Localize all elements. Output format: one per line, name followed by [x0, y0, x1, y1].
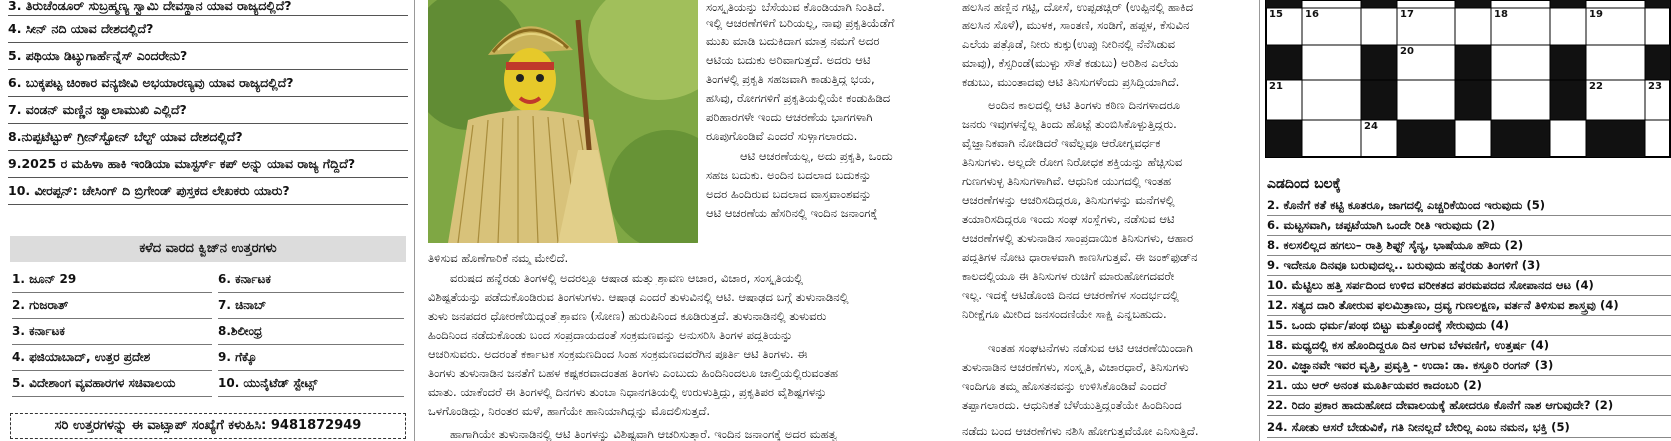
- grid-number: 21: [1269, 81, 1283, 92]
- article-line: ಇಂತಹ ಸಂಘಟನೆಗಳು ನಡೆಸುವ ಆಟಿ ಆಚರಣೆಯಿಂದಾಗಿ: [988, 341, 1193, 355]
- quiz-question: 9.2025 ರ ಮಹಿಳಾ ಹಾಕಿ ಇಂಡಿಯಾ ಮಾಸ್ಟರ್ಸ್ ಕಪ್ ಅನ್ನು ಯಾವ ರಾಜ್ಯ ಗೆದ್ದಿದೆ?: [8, 151, 408, 178]
- answer-item: 10. ಯುನೈಟೆಡ್ ಸ್ಟೇಟ್ಸ್: [218, 370, 404, 397]
- article-line: ಆಟಿಯ ಬದುಕು ಅರಿವಾಗುತ್ತದೆ. ಅದರು ಆಟಿ: [706, 53, 871, 67]
- grid-number: 23: [1648, 81, 1662, 92]
- article-line: ಎಲೆಯ ಪತ್ರೊಡೆ, ನೀರು ಕುಕ್ಕು(ಉಪ್ಪು ನೀರಿನಲ್ಲಿ ನೆನೆಸಿಡುವ: [962, 37, 1176, 51]
- answer-item: 6. ಕರ್ನಾಟಕ: [218, 266, 404, 293]
- article-line: ಹಲಸಿನ ಹಣ್ಣಿನ ಗಟ್ಟಿ, ದೋಸೆ, ಉಪ್ಪಡಚ್ಚಿರ್ (ಉಪ್ಪಿನಲ್ಲಿ ಹಾಕಿದ: [962, 0, 1194, 14]
- answer-item: 8.ಶಿಲೀಂಧ್ರ: [218, 318, 404, 345]
- answer-item: 3. ಕರ್ನಾಟಕ: [12, 318, 212, 345]
- crossword-clue: 20. ವಿಜ್ಞಾನವೇ ಇವರ ವೃತ್ತಿ, ಪ್ರವೃತ್ತಿ - ಉದಾ: ಡಾ. ಕಸ್ತೂರಿ ರಂಗನ್ (3): [1267, 356, 1671, 376]
- quiz-question: 10. ವೀರಪ್ಪನ್: ಚೇಸಿಂಗ್ ದಿ ಬ್ರಿಗೇಂಡ್ ಪುಸ್ತಕದ ಲೇಖಕರು ಯಾರು?: [8, 178, 408, 205]
- answer-item: 9. ಗೆಕ್ಕೊ: [218, 344, 404, 371]
- crossword-clue: 9. ಇದೇನೂ ದಿನವೂ ಬರುವುದಲ್ಲ.. ಬರುವುದು ಹನ್ನೆರಡು ತಿಂಗಳಿಗೆ (3): [1267, 256, 1671, 276]
- crossword-clue: 18. ಮಧ್ಯದಲ್ಲಿ ಕಸ ಹೊಂದಿದ್ದರೂ ದಿನ ಆಗುವ ಬೆಳವಣಿಗೆ, ಉತ್ತರ್ಷ (4): [1267, 336, 1671, 356]
- grid-number: 17: [1400, 9, 1414, 20]
- article-line: ರೂಪುಗೊಂಡಿವೆ ಎಂದರೆ ಸುಳ್ಳಾಗಲಾರದು.: [706, 129, 858, 143]
- answer-item: 4. ಫಜಿಯಾಬಾದ್, ಉತ್ತರ ಪ್ರದೇಶ: [12, 344, 212, 371]
- quiz-question: 6. ಬುಕ್ಕಪಟ್ಟ ಚಿಂಕಾರ ವನ್ಯಜೀವಿ ಅಭಯಾರಣ್ಯವು ಯಾವ ರಾಜ್ಯದಲ್ಲಿದೆ?: [8, 70, 408, 97]
- article-line: ವಿಶಿಷ್ಟತೆಯನ್ನು ಪಡೆದುಕೊಂಡಿರುವ ತಿಂಗಳುಗಳು. ಆಷಾಢ ಎಂದರೆ ತುಳುವಿನಲ್ಲಿ ಆಟಿ. ಆಷಾಢದ ಬಗ್ಗೆ ತುಳುನಾಡಿನಲ್ಲಿ: [428, 290, 849, 304]
- crossword-clue: 21. ಯು ಆರ್ ಅನಂತ ಮೂರ್ತಿಯವರ ಕಾದಂಬರಿ (2): [1267, 376, 1671, 396]
- article-line: ಆಚರಣೆಗಳಲ್ಲಿ ತುಳುನಾಡಿನ ಸಾಂಪ್ರದಾಯಿಕ ತಿನಿಸುಗಳು, ಆಹಾರ: [962, 231, 1194, 245]
- quiz-question: 5. ಪಥಿಯಾ ಡಿಟ್ಯುಗಾರ್ಹೆನ್ನೆಸ್ ಎಂದರೇನು?: [8, 43, 408, 70]
- crossword-clue: 6. ಮಟ್ಟಸವಾಗಿ, ಚಪ್ಪಟೆಯಾಗಿ ಒಂದೇ ರೀತಿ ಇರುವುದು (2): [1267, 216, 1671, 236]
- article-line: ತಿನಿಸುಗಳು. ಅಲ್ಲದೇ ರೋಗ ನಿರೋಧಕ ಶಕ್ತಿಯನ್ನು ಹೆಚ್ಚಿಸುವ: [962, 155, 1183, 169]
- article-line: ಹಸಿವು, ರೋಗಗಳಿಗೆ ಪ್ರಕೃತಿಯಲ್ಲಿಯೇ ಕಂಡುಹಿಡಿದ: [706, 91, 891, 105]
- quiz-question: 4. ಸೀನ್ ನದಿ ಯಾವ ದೇಶದಲ್ಲಿದೆ?: [8, 16, 408, 43]
- whatsapp-cta: ಸರಿ ಉತ್ತರಗಳನ್ನು ಈ ವಾಟ್ಸಾಪ್ ಸಂಖ್ಯೆಗೆ ಕಳುಹಿಸಿ: 9481872949: [10, 413, 406, 439]
- crossword-clue: 15. ಒಂದು ಧರ್ಮ/ಪಂಥ ಬಿಟ್ಟು ಮತ್ತೊಂದಕ್ಕೆ ಸೇರುವುದು (4): [1267, 316, 1671, 336]
- grid-number: 15: [1269, 9, 1283, 20]
- article-line: ಹಾಗಾಗಿಯೇ ತುಳುನಾಡಿನಲ್ಲಿ ಆಟಿ ತಿಂಗಳನ್ನು ವಿಶಿಷ್ಟವಾಗಿ ಆಚರಿಸುತ್ತಾರೆ. ಇಂದಿನ ಜನಾಂಗಕ್ಕೆ ಅದರ ಮಹತ್ವ: [450, 427, 837, 441]
- performer-photo: [428, 0, 698, 243]
- article-line: ಸಹಜ ಬದುಕು. ಅಂದಿನ ಬದಲಾದ ಬದುಕನ್ನು: [706, 168, 872, 182]
- article-line: ತುಳು ಜನಪದರ ಧೋರಣೆಯಿದ್ದಂತೆ ಶ್ರಾವಣ (ಸೋಣ) ಹುರುಪಿನಿಂದ ಕೂಡಿರುತ್ತದೆ. ತುಳುನಾಡಿನಲ್ಲಿ ತುಳುವರು: [428, 309, 827, 323]
- grid-number: 22: [1589, 81, 1603, 92]
- answer-item: 2. ಗುಜರಾತ್: [12, 292, 212, 319]
- article-line: ಗುಣಗಳುಳ್ಳ ತಿನಿಸುಗಳಾಗಿವೆ. ಆಧುನಿಕ ಯುಗದಲ್ಲಿ ಇಂತಹ: [962, 174, 1172, 188]
- answer-item: 5. ವಿದೇಶಾಂಗ ವ್ಯವಹಾರಗಳ ಸಚಿವಾಲಯ: [12, 370, 212, 397]
- grid-number: 16: [1305, 9, 1319, 20]
- answer-item: 1. ಜೂನ್ 29: [12, 266, 212, 293]
- article-line: ವೈಜ್ಞಾನಿಕವಾಗಿ ನೋಡಿದರೆ ಇವೆಲ್ಲವೂ ಆರೋಗ್ಯವರ್ಧಕ: [962, 136, 1161, 150]
- article-line: ಸಂಸ್ಕೃತಿಯನ್ನು ಬೆಸೆಯುವ ಕೊಂಡಿಯಾಗಿ ನಿಂತಿದೆ.: [706, 0, 885, 14]
- article-line: ಪದ್ಧತಿಗಳ ನೋಟ ಧಾರಾಳವಾಗಿ ಕಾಣಸಿಗುತ್ತವೆ. ಈ ಜಂಕ್‌ಫುಡ್‌ನ: [962, 250, 1198, 264]
- article-line: ತುಳುನಾಡಿನ ಆಚರಣೆಗಳು, ಸಂಸ್ಕೃತಿ, ವಿಚಾರಧಾರೆ, ತಿನಿಸುಗಳು: [962, 360, 1189, 374]
- crossword-svg: [1265, 0, 1671, 158]
- article-line: ಆಚರಿಸುವರು. ಅದರಂತೆ ಕರ್ಕಾಟಕ ಸಂಕ್ರಮಣದಿಂದ ಸಿಂಹ ಸಂಕ್ರಮಣದವರೆಗಿನ ಪೂರ್ತಿ ಆಟಿ ತಿಂಗಳು. ಈ: [428, 347, 808, 361]
- article-line: ಮುಖ ಮಾಡಿ ಬದುಕಿದಾಗ ಮಾತ್ರ ನಮಗೆ ಅದರ: [706, 34, 880, 48]
- column-divider: [414, 0, 415, 441]
- grid-number: 19: [1589, 9, 1603, 20]
- performer-illustration: [428, 0, 698, 243]
- article-line: ಹಲಸಿನ ಸೊಳೆ), ಮುಳಕ, ಸಾಂತಣಿ, ಸಂಡಿಗೆ, ಹಪ್ಪಳ, ಕೆಸುವಿನ: [962, 18, 1190, 32]
- article-line: ಹಿಂದಿನಿಂದ ನಡೆದುಕೊಂಡು ಬಂದ ಸಂಪ್ರದಾಯದಂತೆ ಸಂಕ್ರಮಣವನ್ನು ಅನುಸರಿಸಿ ತಿಂಗಳ ಪದ್ಧತಿಯನ್ನು: [428, 328, 793, 342]
- quiz-question: 8.ನುಪ್ಪಟೆಟ್ಟುಕ್ ಗ್ರೀನ್‌ಸ್ಟೋನ್ ಬೆಲ್ಟ್ ಯಾವ ದೇಶದಲ್ಲಿದೆ?: [8, 124, 408, 151]
- crossword-grid: [1265, 0, 1671, 158]
- answers-header: ಕಳೆದ ವಾರದ ಕ್ವಿಜ್‌ನ ಉತ್ತರಗಳು: [10, 236, 406, 262]
- crossword-clue: 12. ಸತ್ಯದ ದಾರಿ ತೋರುವ ಫಲಮಿತ್ರಾಣು, ದ್ರವ್ಯ ಗುಣಲಕ್ಷಣ, ವರ್ತನೆ ತಿಳಿಸುವ ಶಾಸ್ತ್ರವು (4): [1267, 296, 1671, 316]
- article-line: ಮಾವು), ಕೆಸ್ಸರಿಂಡೆ(ಮುಳ್ಳು ಸೌತೆ ಕಡುಬು) ಅರಿಶಿನ ಎಲೆಯ: [962, 56, 1179, 70]
- article-line: ಅದರ ಹಿಂದಿರುವ ಬದಲಾದ ವಾಸ್ತವಾಂಶವನ್ನು: [706, 187, 872, 201]
- article-line: ಇಲ್ಲಿ ಆಚರಣೆಗಳಿಗೆ ಬರಿಯಲ್ಲ, ನಾವು ಪ್ರಕೃತಿಯೆಡೆಗೆ: [706, 16, 895, 30]
- article-line: ಇಲ್ಲ. ಇದಕ್ಕೆ ಆಟಿಡೊಂಜಿ ದಿನದ ಆಚರಣೆಗಳ ಸಂದರ್ಭದಲ್ಲಿ: [962, 288, 1179, 302]
- grid-number: 18: [1494, 9, 1508, 20]
- article-line: ಪರಿಹಾರಗಳೇ ಇಂದು ಆಚರಣೆಯ ಭಾಗಗಳಾಗಿ: [706, 110, 873, 124]
- quiz-question: 3. ತಿರುಚೆಂಡೂರ್ ಸುಬ್ರಹ್ಮಣ್ಯ ಸ್ವಾಮಿ ದೇವಸ್ಥಾನ ಯಾವ ರಾಜ್ಯದಲ್ಲಿದೆ?: [8, 0, 408, 16]
- crossword-clue: 8. ಕಲಸಲಿಲ್ಲದ ಹಗಲು– ರಾತ್ರಿ ಶಿಫ್ಟ್ ಸೈನ್ಯ, ಭಾಷೆಯೂ ಹೌದು (2): [1267, 236, 1671, 256]
- article-line: ಒಳಗೊಂಡಿದ್ದು, ನಿರಂತರ ಮಳೆ, ಹಾಗೆಯೇ ಹಾನಿಯಾಗಿದ್ದನ್ನು ಮೊದಲಿಸುತ್ತದೆ.: [428, 404, 711, 418]
- article-line: ಮಾತು. ಯಾಕೆಂದರೆ ಈ ತಿಂಗಳಲ್ಲಿ ದಿನಗಳು ತುಂಬಾ ನಿಧಾನಗತಿಯಲ್ಲಿ ಉರುಳುತ್ತಿದ್ದು, ಪ್ರಕೃತಿಪರ ವೈಶಿಷ್ಟ್ಯಗಳನ್ನು: [428, 385, 827, 399]
- article-line: ಇಂದಿಗೂ ತಮ್ಮ ಹೊಸತನವನ್ನು ಉಳಿಸಿಕೊಂಡಿವೆ ಎಂದರೆ: [962, 379, 1167, 393]
- quiz-questions: [8, 0, 408, 205]
- article-line: ಜನರು ಇವುಗಳನ್ನೆಲ್ಲ ತಿಂದು ಹೊಟ್ಟೆ ತುಂಬಿಸಿಕೊಳ್ಳುತ್ತಿದ್ದರು.: [962, 117, 1177, 131]
- crossword-clue: 24. ಸೋತು ಆಸರೆ ಬೇಡುವಿಕೆ, ಗತಿ ನೀನಲ್ಲದೆ ಬೇರಿಲ್ಲ ಎಂಬ ನಮನ, ಭಕ್ತಿ (5): [1267, 418, 1671, 438]
- crossword-clue: 22. ರಿದಂ ಪ್ರಕಾರ ಹಾದುಹೋದ ದೇವಾಲಯಕ್ಕೆ ಹೋದರೂ ಕೊನೆಗೆ ನಾಶ ಆಗುವುದೇ? (2): [1267, 396, 1671, 416]
- article-line: ನಡೆದು ಬಂದ ಆಚರಣೆಗಳು ನಶಿಸಿ ಹೋಗುತ್ತವೆಯೋ ಎನಿಸುತ್ತಿದೆ.: [962, 424, 1199, 438]
- article-line: ತಿಂಗಳಲ್ಲಿ ಪ್ರಕೃತಿ ಸಹಜವಾಗಿ ಕಾಡುತ್ತಿದ್ದ ಭಯ,: [706, 72, 875, 86]
- quiz-question: 7. ವಂಡನ್ ಮಣ್ಣಿನ ಜ್ವಾಲಾಮುಖಿ ಎಲ್ಲಿದೆ?: [8, 97, 408, 124]
- article-line: ತಯಾರಿಸದಿದ್ದರೂ ಇಂದು ಸಂಘ ಸಂಸ್ಥೆಗಳು, ನಡೆಸುವ ಆಟಿ: [962, 212, 1175, 226]
- answer-item: 7. ಚಿನಾಬ್: [218, 292, 404, 319]
- crossword-clue: 2. ಕೊನೆಗೆ ಕತೆ ಕಟ್ಟಿ ಕೂತರೂ, ಜಾಗದಲ್ಲಿ ಎಚ್ಚರಿಕೆಯಿಂದ ಇರುವುದು (5): [1267, 196, 1671, 216]
- article-line: ಅಂದಿನ ಕಾಲದಲ್ಲಿ ಆಟಿ ತಿಂಗಳು ಕಠಿಣ ದಿನಗಳಾದರೂ: [988, 98, 1181, 112]
- grid-number: 20: [1400, 46, 1414, 57]
- article-line: ನಿರೀಕ್ಷೆಗೂ ಮೀರಿದ ಜನಸಂದಣಿಯೇ ಸಾಕ್ಷಿ ಎನ್ನಬಹುದು.: [962, 307, 1167, 321]
- article-line: ತಪ್ಪಾಗಲಾರದು. ಆಧುನಿಕತೆ ಬೆಳೆಯುತ್ತಿದ್ದಂತೆಯೇ ಹಿಂದಿನಿಂದ: [962, 398, 1182, 412]
- article-line: ಆಚರಣೆಗಳನ್ನು ಆಚರಿಸದಿದ್ದರೂ, ತಿನಿಸುಗಳನ್ನು ಮನೆಗಳಲ್ಲಿ: [962, 193, 1175, 207]
- article-line: ತಿಂಗಳು ತುಳುನಾಡಿನ ಜನತೆಗೆ ಬಹಳ ಕಷ್ಟಕರವಾದಂತಹ ತಿಂಗಳು ಎಂಬುದು ಹಿಂದಿನಿಂದಲೂ ಚಾಲ್ತಿಯಲ್ಲಿರುವಂತಹ: [428, 366, 839, 380]
- column-divider: [1259, 0, 1260, 441]
- article-line: ಆಟಿ ಆಚರಣೆಯ ಹೆಸರಿನಲ್ಲಿ ಇಂದಿನ ಜನಾಂಗಕ್ಕೆ: [706, 206, 878, 220]
- article-line: ಕಾಲದಲ್ಲಿಯೂ ಈ ತಿನಿಸುಗಳ ರುಚಿಗೆ ಮಾರುಹೋಗದವರೇ: [962, 269, 1175, 283]
- article-line: ಆಟಿ ಆಚರಣೆಯಲ್ಲ, ಅದು ಪ್ರಕೃತಿ, ಒಂದು: [740, 149, 893, 163]
- article-line: ತಿಳಿಸುವ ಹೊಣೆಗಾರಿಕೆ ನಮ್ಮ ಮೇಲಿದೆ.: [428, 251, 569, 265]
- crossword-clue: 10. ಮೆಟ್ಟಿಲು ಹತ್ತಿ ಸರ್ಪದಿಂದ ಉಳಿದ ವರೀಕತದ ಪರಮಪದದ ಸೋಪಾನದ ಆಟ (4): [1267, 276, 1671, 296]
- article-line: ವರುಷದ ಹನ್ನೆರಡು ತಿಂಗಳಲ್ಲಿ ಅದರಲ್ಲೂ ಆಷಾಡ ಮತ್ತು ಶ್ರಾವಣ ಆಚಾರ, ವಿಚಾರ, ಸಂಸ್ಕೃತಿಯಲ್ಲಿ: [450, 271, 804, 285]
- article-line: ಕಡುಬು, ಮುಂತಾದವು ಆಟಿ ತಿನಿಸುಗಳೆಂದು ಪ್ರಸಿದ್ಧಿಯಾಗಿದೆ.: [962, 75, 1180, 89]
- grid-number: 24: [1364, 121, 1378, 132]
- across-clues-title: ಎಡದಿಂದ ಬಲಕ್ಕೆ: [1267, 176, 1341, 192]
